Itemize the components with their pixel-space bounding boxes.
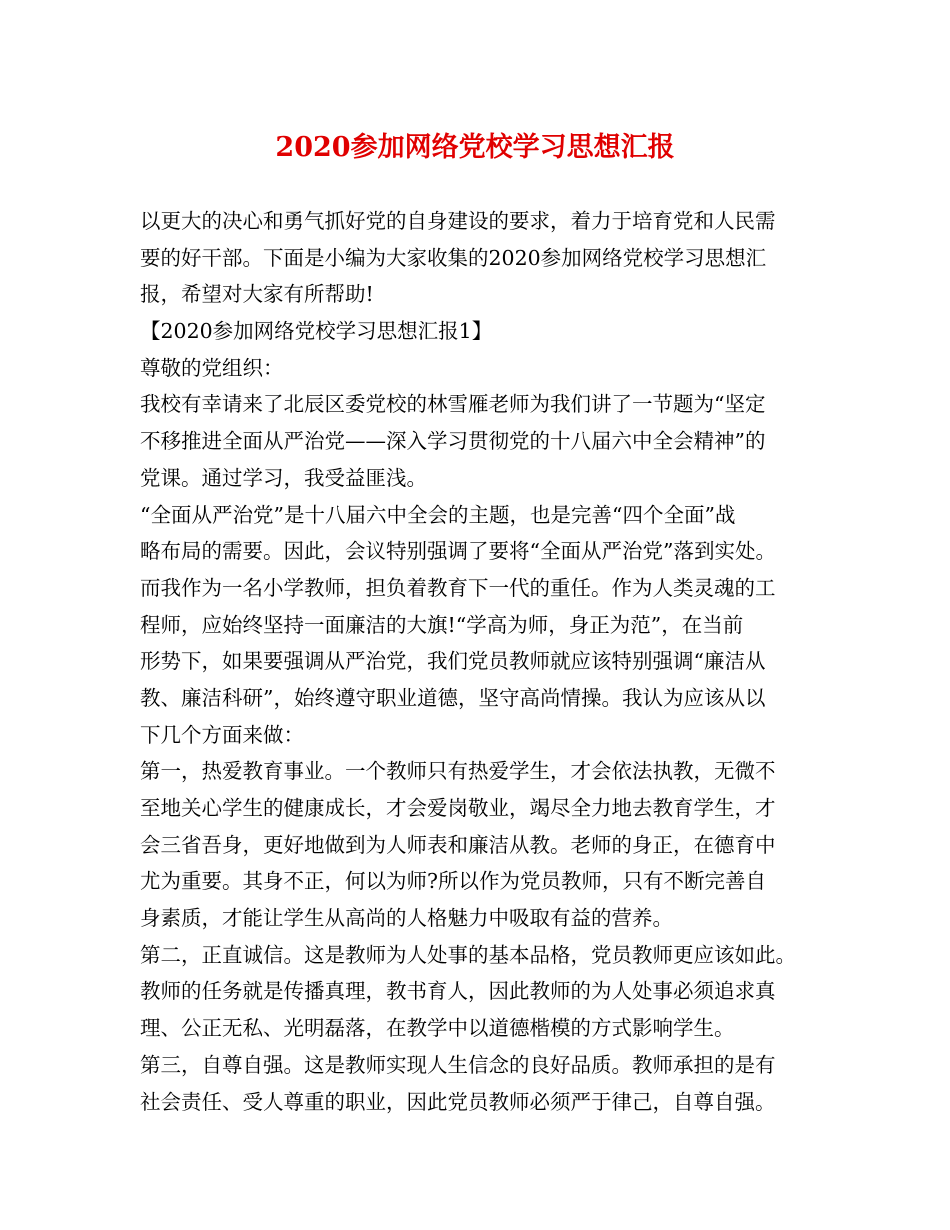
body-line: 以更大的决心和勇气抓好党的自身建设的要求，着力于培育党和人民需 [140,209,776,233]
body-line: 报，希望对大家有所帮助! [140,282,374,307]
body-line: 第三，自尊自强。这是教师实现人生信念的良好品质。教师承担的是有 [140,1052,776,1077]
body-line: 党课。通过学习，我受益匪浅。 [140,465,427,490]
body-line: 社会责任、受人尊重的职业，因此党员教师必须严于律己，自尊自强。 [140,1089,776,1114]
body-line: 会三省吾身，更好地做到为人师表和廉洁从教。老师的身正，在德育中 [140,832,776,857]
body-line: 理、公正无私、光明磊落，在教学中以道德楷模的方式影响学生。 [140,1016,735,1041]
body-line: 不移推进全面从严治党——深入学习贯彻党的十八届六中全会精神”的 [140,429,766,454]
body-line: 下几个方面来做： [140,722,304,747]
body-line: 而我作为一名小学教师，担负着教育下一代的重任。作为人类灵魂的工 [140,575,776,600]
body-line: 程师，应始终坚持一面廉洁的大旗!“学高为师，身正为范”，在当前 [140,612,744,637]
body-line: 身素质，才能让学生从高尚的人格魅力中吸取有益的营养。 [140,906,673,931]
body-line: 尤为重要。其身不正，何以为师?所以作为党员教师，只有不断完善自 [140,869,766,894]
body-line: 我校有幸请来了北辰区委党校的林雪雁老师为我们讲了一节题为“坚定 [140,392,766,417]
body-line: 要的好干部。下面是小编为大家收集的2020参加网络党校学习思想汇 [140,245,767,270]
salutation: 尊敬的党组织： [140,355,284,380]
body-line: 至地关心学生的健康成长，才会爱岗敬业，竭尽全力地去教育学生，才 [140,796,776,820]
document-title: 2020参加网络党校学习思想汇报 [275,132,675,163]
body-line: 形势下，如果要强调从严治党，我们党员教师就应该特别强调“廉洁从 [140,649,766,674]
body-line: 第二，正直诚信。这是教师为人处事的基本品格，党员教师更应该如此。 [140,942,796,967]
document-body [140,203,830,1120]
body-line: “全面从严治党”是十八届六中全会的主题，也是完善“四个全面”战 [140,502,736,527]
body-line: 略布局的需要。因此，会议特别强调了要将“全面从严治党”落到实处。 [140,539,776,564]
section-heading: 【2020参加网络党校学习思想汇报1】 [140,319,493,344]
body-line: 教、廉洁科研”，始终遵守职业道德，坚守高尚情操。我认为应该从以 [140,685,766,710]
body-line: 教师的任务就是传播真理，教书育人，因此教师的为人处事必须追求真 [140,979,776,1004]
body-line: 第一，热爱教育事业。一个教师只有热爱学生，才会依法执教，无微不 [140,759,776,784]
